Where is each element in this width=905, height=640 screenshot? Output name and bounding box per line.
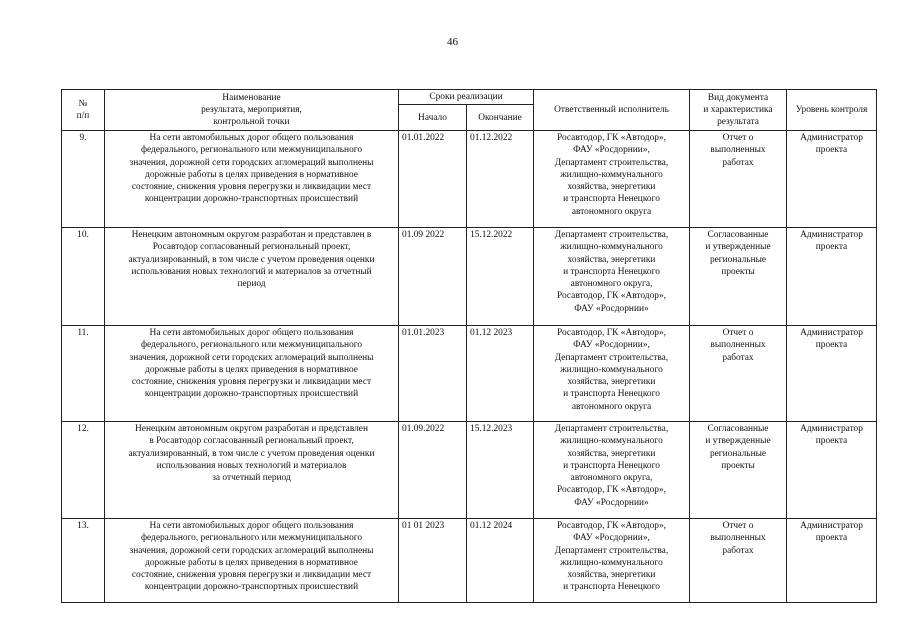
row-start: 01.09 2022 <box>399 228 467 326</box>
header-terms: Сроки реализации <box>399 90 534 105</box>
table-row <box>62 326 877 422</box>
header-name: Наименование результата, мероприятия, контрольной точки <box>105 90 399 131</box>
row-num: 10. <box>62 228 105 326</box>
table-row <box>62 228 877 326</box>
row-start: 01 01 2023 <box>399 519 467 603</box>
row-end: 01.12 2024 <box>467 519 534 603</box>
row-end: 15.12.2022 <box>467 228 534 326</box>
header-control: Уровень контроля <box>787 90 877 131</box>
header-executor: Ответственный исполнитель <box>534 90 690 131</box>
row-start: 01.01.2022 <box>399 131 467 228</box>
row-end: 01.12.2022 <box>467 131 534 228</box>
row-executor: Департамент строительства, жилищно-коммунального хозяйства, энергетики и транспорта Ненецкого автономного округа, Росавтодор, ГК «Автодор», ФАУ «Росдорнии» <box>534 422 690 519</box>
row-num: 11. <box>62 326 105 422</box>
header-row-top <box>62 90 877 105</box>
row-num: 13. <box>62 519 105 603</box>
row-control: Администратор проекта <box>787 228 877 326</box>
row-doc: Отчет о выполненных работах <box>690 326 787 422</box>
row-doc: Отчет о выполненных работах <box>690 131 787 228</box>
header-num: № п/п <box>62 90 105 131</box>
row-start: 01.09.2022 <box>399 422 467 519</box>
table-row <box>62 131 877 228</box>
row-executor: Росавтодор, ГК «Автодор», ФАУ «Росдорнии», Департамент строительства, жилищно-коммунального хозяйства, энергетики и транспорта Ненецкого автономного округа <box>534 326 690 422</box>
header-doc: Вид документа и характеристика результата <box>690 90 787 131</box>
row-doc: Согласованные и утвержденные региональные проекты <box>690 422 787 519</box>
page-number: 46 <box>447 36 458 48</box>
row-executor: Росавтодор, ГК «Автодор», ФАУ «Росдорнии», Департамент строительства, жилищно-коммунального хозяйства, энергетики и транспорта Ненецкого <box>534 519 690 603</box>
plan-table <box>61 89 877 603</box>
table-row <box>62 422 877 519</box>
row-control: Администратор проекта <box>787 422 877 519</box>
row-name: На сети автомобильных дорог общего пользования федерального, регионального или межмуниципального значения, дорожной сети городских агломераций выполнены дорожные работы в целях приведения в нормативное состояние, снижения уровня перегрузки и ликвидации мест концентрации дорожно-транспортных происшествий <box>105 519 399 603</box>
table-row <box>62 519 877 603</box>
row-name: Ненецким автономным округом разработан и представлен в Росавтодор согласованный региональный проект, актуализированный, в том числе с учетом проведения оценки использования новых технологий и материалов за отчетный период <box>105 228 399 326</box>
header-end: Окончание <box>467 105 534 131</box>
row-end: 15.12.2023 <box>467 422 534 519</box>
row-control: Администратор проекта <box>787 131 877 228</box>
row-executor: Департамент строительства, жилищно-коммунального хозяйства, энергетики и транспорта Ненецкого автономного округа, Росавтодор, ГК «Автодор», ФАУ «Росдорнии» <box>534 228 690 326</box>
row-end: 01.12 2023 <box>467 326 534 422</box>
row-start: 01.01.2023 <box>399 326 467 422</box>
header-start: Начало <box>399 105 467 131</box>
row-num: 12. <box>62 422 105 519</box>
row-executor: Росавтодор, ГК «Автодор», ФАУ «Росдорнии», Департамент строительства, жилищно-коммунального хозяйства, энергетики и транспорта Ненецкого автономного округа <box>534 131 690 228</box>
row-name: Ненецким автономным округом разработан и представлен в Росавтодор согласованный региональный проект, актуализированный, в том числе с учетом проведения оценки использования новых технологий и материалов за отчетный период <box>105 422 399 519</box>
row-control: Администратор проекта <box>787 519 877 603</box>
row-doc: Отчет о выполненных работах <box>690 519 787 603</box>
row-name: На сети автомобильных дорог общего пользования федерального, регионального или межмуниципального значения, дорожной сети городских агломераций выполнены дорожные работы в целях приведения в нормативное состояние, снижения уровня перегрузки и ликвидации мест концентрации дорожно-транспортных происшествий <box>105 326 399 422</box>
row-name: На сети автомобильных дорог общего пользования федерального, регионального или межмуниципального значения, дорожной сети городских агломераций выполнены дорожные работы в целях приведения в нормативное состояние, снижения уровня перегрузки и ликвидации мест концентрации дорожно-транспортных происшествий <box>105 131 399 228</box>
row-num: 9. <box>62 131 105 228</box>
row-control: Администратор проекта <box>787 326 877 422</box>
row-doc: Согласованные и утвержденные региональные проекты <box>690 228 787 326</box>
